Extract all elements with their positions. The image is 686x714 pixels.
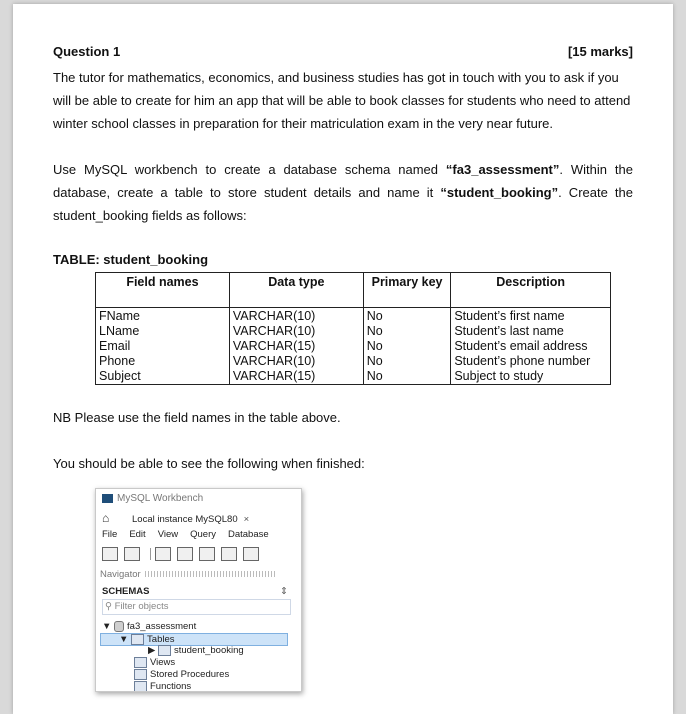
new-sql-icon[interactable] xyxy=(102,547,118,561)
menu-database[interactable]: Database xyxy=(227,529,269,540)
filter-objects-input[interactable] xyxy=(102,599,291,615)
table-name: “student_booking” xyxy=(440,185,559,200)
tree-item-views[interactable] xyxy=(102,657,298,668)
table-label: student_booking xyxy=(173,645,244,657)
nb-note: NB Please use the field names in the table above. xyxy=(53,410,341,425)
procedures-folder-icon xyxy=(134,669,147,680)
tables-folder-icon xyxy=(131,634,144,645)
mysql-logo-icon xyxy=(102,494,113,503)
cell-data-type: VARCHAR(10) xyxy=(229,308,363,325)
cell-description: Student’s phone number xyxy=(451,354,611,369)
create-view-icon[interactable] xyxy=(221,547,237,561)
close-icon[interactable]: × xyxy=(243,514,250,525)
schema-name: “fa3_assessment” xyxy=(445,162,560,177)
tree-item-functions[interactable] xyxy=(102,681,298,692)
table-row xyxy=(96,324,611,339)
cell-primary-key: No xyxy=(363,339,451,354)
question-marks: [15 marks] xyxy=(567,44,633,59)
table-title: TABLE: student_booking xyxy=(53,252,209,267)
cell-primary-key: No xyxy=(363,308,451,325)
home-icon[interactable]: ⌂ xyxy=(102,511,110,525)
functions-label: Functions xyxy=(150,681,192,692)
navigator-divider xyxy=(145,571,275,577)
cell-field-name: FName xyxy=(96,308,230,325)
header-primary-key: Primary key xyxy=(363,273,451,308)
procedures-label: Stored Procedures xyxy=(150,669,230,681)
cell-field-name: Phone xyxy=(96,354,230,369)
finish-note: You should be able to see the following when finished: xyxy=(53,456,365,471)
functions-folder-icon xyxy=(134,681,147,692)
schemas-label: SCHEMAS xyxy=(102,586,150,597)
cell-primary-key: No xyxy=(363,354,451,369)
cell-data-type: VARCHAR(10) xyxy=(229,324,363,339)
cell-data-type: VARCHAR(15) xyxy=(229,369,363,385)
instruction-paragraph xyxy=(53,158,633,227)
toolbar-divider xyxy=(150,548,151,560)
cell-description: Student’s first name xyxy=(451,308,611,325)
workbench-app-title: MySQL Workbench xyxy=(117,493,204,504)
connection-tab-label: Local instance MySQL80 xyxy=(132,514,238,525)
question-title: Question 1 xyxy=(53,44,121,59)
menu-view[interactable]: View xyxy=(157,529,179,540)
filter-placeholder: Filter objects xyxy=(114,601,169,612)
header-field-names: Field names xyxy=(96,273,230,308)
cell-field-name: LName xyxy=(96,324,230,339)
table-row xyxy=(96,369,611,385)
tables-label: Tables xyxy=(147,634,175,646)
instruction-text-1: Use MySQL workbench to create a database schema named xyxy=(53,162,446,177)
search-icon: ⚲ xyxy=(105,601,112,612)
workbench-title-bar xyxy=(102,493,203,504)
table-icon xyxy=(158,645,171,656)
menu-query[interactable]: Query xyxy=(190,529,216,540)
inspector-icon[interactable] xyxy=(155,547,171,561)
create-schema-icon[interactable] xyxy=(177,547,193,561)
views-label: Views xyxy=(150,657,176,669)
schemas-refresh-icon[interactable]: ⇕ xyxy=(280,586,288,597)
cell-description: Subject to study xyxy=(451,369,611,385)
menu-bar xyxy=(102,529,302,540)
cell-description: Student’s last name xyxy=(451,324,611,339)
tree-item-schema[interactable] xyxy=(102,621,298,632)
menu-edit[interactable]: Edit xyxy=(129,529,146,540)
toolbar xyxy=(102,547,302,563)
database-icon xyxy=(114,621,124,632)
cell-data-type: VARCHAR(10) xyxy=(229,354,363,369)
create-table-icon[interactable] xyxy=(199,547,215,561)
navigator-label: Navigator xyxy=(100,569,141,580)
fields-table xyxy=(95,272,611,385)
schemas-header xyxy=(102,586,292,597)
cell-primary-key: No xyxy=(363,324,451,339)
header-data-type: Data type xyxy=(229,273,363,308)
instruction-text-3: . Create the student_booking fields as follows: xyxy=(53,185,633,223)
tree-item-table[interactable] xyxy=(102,645,298,656)
navigator-header xyxy=(100,569,298,580)
create-procedure-icon[interactable] xyxy=(243,547,259,561)
connection-tab[interactable] xyxy=(102,511,302,525)
cell-field-name: Subject xyxy=(96,369,230,385)
workbench-screenshot xyxy=(95,488,302,692)
table-row xyxy=(96,354,611,369)
collapse-icon[interactable]: ▶ xyxy=(148,645,156,657)
cell-description: Student’s email address xyxy=(451,339,611,354)
schema-label: fa3_assessment xyxy=(127,621,197,633)
table-header-row xyxy=(96,273,611,308)
table-row xyxy=(96,308,611,325)
cell-field-name: Email xyxy=(96,339,230,354)
cell-primary-key: No xyxy=(363,369,451,385)
cell-data-type: VARCHAR(15) xyxy=(229,339,363,354)
intro-paragraph: The tutor for mathematics, economics, and business studies has got in touch with you to ask if you will be able to create for him an app that will be able to book classes for students who need to attend winter school classes in preparation for their matriculation exam in the very near future. xyxy=(53,70,631,131)
instruction-text-2: . Within the database, create a table to store student details and name it xyxy=(53,162,633,200)
open-sql-icon[interactable] xyxy=(124,547,140,561)
views-folder-icon xyxy=(134,657,147,668)
table-row xyxy=(96,339,611,354)
header-description: Description xyxy=(451,273,611,308)
expand-icon[interactable]: ▼ xyxy=(102,621,112,633)
menu-file[interactable]: File xyxy=(102,529,118,540)
tree-item-procedures[interactable] xyxy=(102,669,298,680)
document-page xyxy=(13,4,673,714)
expand-icon[interactable]: ▼ xyxy=(119,634,129,646)
question-header xyxy=(53,44,633,59)
